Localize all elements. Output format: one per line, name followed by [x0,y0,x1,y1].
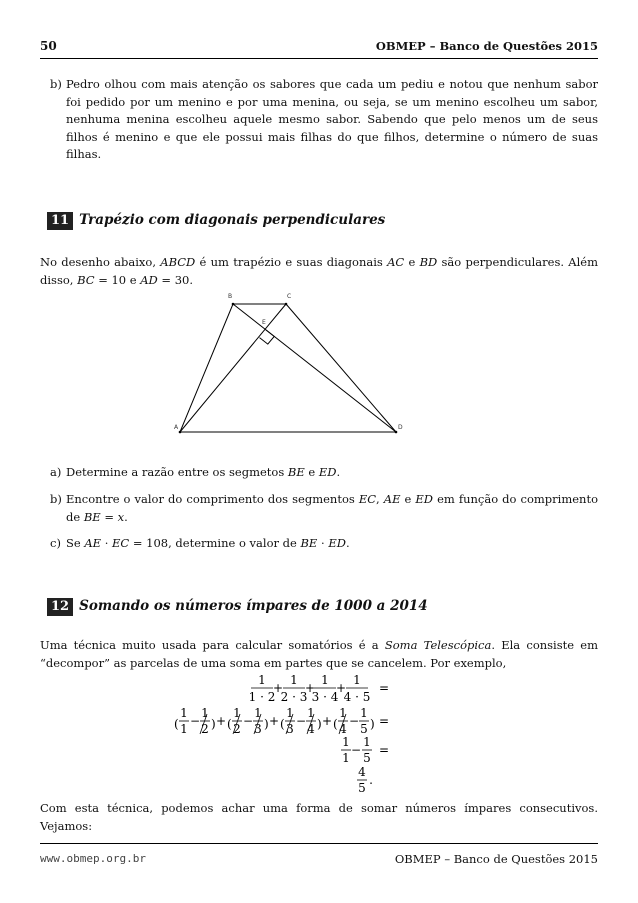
svg-text:5: 5 [363,751,371,765]
section-title: Trapézio com diagonais perpendiculares [79,212,386,228]
header-title: OBMEP – Banco de Questões 2015 [375,39,598,53]
svg-text:1: 1 [321,673,329,687]
svg-text:1: 1 [258,673,266,687]
svg-text:5: 5 [360,722,368,736]
svg-text:4: 4 [358,765,366,779]
svg-text:(: ( [174,717,179,731]
svg-text:3: 3 [286,722,294,736]
svg-text:2 · 3: 2 · 3 [280,690,308,704]
svg-text:+: + [321,714,333,728]
svg-text:(: ( [333,717,338,731]
svg-text:−: − [350,743,362,757]
svg-text:+: + [272,681,284,695]
svg-text:1: 1 [290,673,298,687]
svg-text:2: 2 [233,722,241,736]
svg-text:(: ( [280,717,285,731]
svg-text:+: + [304,681,316,695]
label-e: E [262,319,266,326]
section-title: Somando os números ímpares de 1000 a 2014 [79,598,428,614]
svg-text:=: = [378,714,390,728]
svg-text:(: ( [227,717,232,731]
svg-text:1: 1 [286,706,294,720]
label-a: A [174,424,179,431]
question-c: c) Se AE · EC = 108, determine o valor de BE · ED. [50,536,350,550]
svg-text:1: 1 [353,673,361,687]
svg-text:=: = [378,681,390,695]
svg-text:1: 1 [307,706,315,720]
svg-text:1: 1 [339,706,347,720]
svg-text:1: 1 [201,706,209,720]
svg-text:1: 1 [342,751,350,765]
label-d: D [398,424,403,431]
svg-text:=: = [378,743,390,757]
svg-text:1: 1 [254,706,262,720]
label-c: C [287,293,292,300]
item-label: b) [50,77,62,91]
svg-text:5: 5 [358,781,366,795]
svg-text:+: + [268,714,280,728]
svg-text:−: − [348,714,360,728]
svg-text:3: 3 [254,722,262,736]
svg-text:): ) [264,717,269,731]
svg-text:2: 2 [201,722,209,736]
question-a: a) Determine a razão entre os segmetos BE e ED. [50,465,341,479]
svg-text:4: 4 [307,722,315,736]
svg-text:4: 4 [339,722,347,736]
svg-text:−: − [189,714,201,728]
svg-text:1: 1 [360,706,368,720]
section-11-intro: No desenho abaixo, ABCD é um trapézio e suas diagonais AC e BD são perpendiculares. Além disso, BC = 10 e AD = 30. [40,255,598,287]
svg-text:3 · 4: 3 · 4 [311,690,339,704]
label-b: B [228,293,233,300]
svg-text:1: 1 [180,722,188,736]
svg-text:1: 1 [342,735,350,749]
page-number: 50 [40,39,57,53]
svg-text:+: + [215,714,227,728]
footer-title: OBMEP – Banco de Questões 2015 [394,852,598,866]
svg-text:+: + [335,681,347,695]
svg-text:): ) [370,717,375,731]
svg-text:1: 1 [180,706,188,720]
footer-url[interactable]: www.obmep.org.br [40,852,146,865]
section-number: 11 [47,212,73,230]
item-text: Pedro olhou com mais atenção os sabores que cada um pediu e notou que nenhum sabor foi pedido por um menino e por uma menina, ou seja, se um menino escolheu um sabor, nenhuma menina escolheu aquele mesmo sabor. Sabendo que pelo menos um de seus filhos é menino e que ele possui mais filhas do que filhos, determine o número de suas filhas. [66,77,598,161]
svg-text:): ) [211,717,216,731]
svg-text:1: 1 [363,735,371,749]
svg-text:1: 1 [233,706,241,720]
svg-text:1 · 2: 1 · 2 [248,690,276,704]
svg-text:−: − [295,714,307,728]
svg-text:−: − [242,714,254,728]
section-number: 12 [47,598,73,616]
svg-text:4 · 5: 4 · 5 [343,690,371,704]
question-b: b) Encontre o valor do comprimento dos segmentos EC, AE e ED em função do comprimento de BE = x. [50,492,598,524]
section-12-outro: Com esta técnica, podemos achar uma forma de somar números ímpares consecutivos. Vejamos: [40,801,598,833]
svg-text:): ) [317,717,322,731]
section-12-intro: Uma técnica muito usada para calcular somatórios é a Soma Telescópica. Ela consiste em “decompor” as parcelas de uma soma em partes que se cancelem. Por exemplo, [40,638,598,670]
svg-text:.: . [369,773,373,787]
page-footer [40,843,598,870]
